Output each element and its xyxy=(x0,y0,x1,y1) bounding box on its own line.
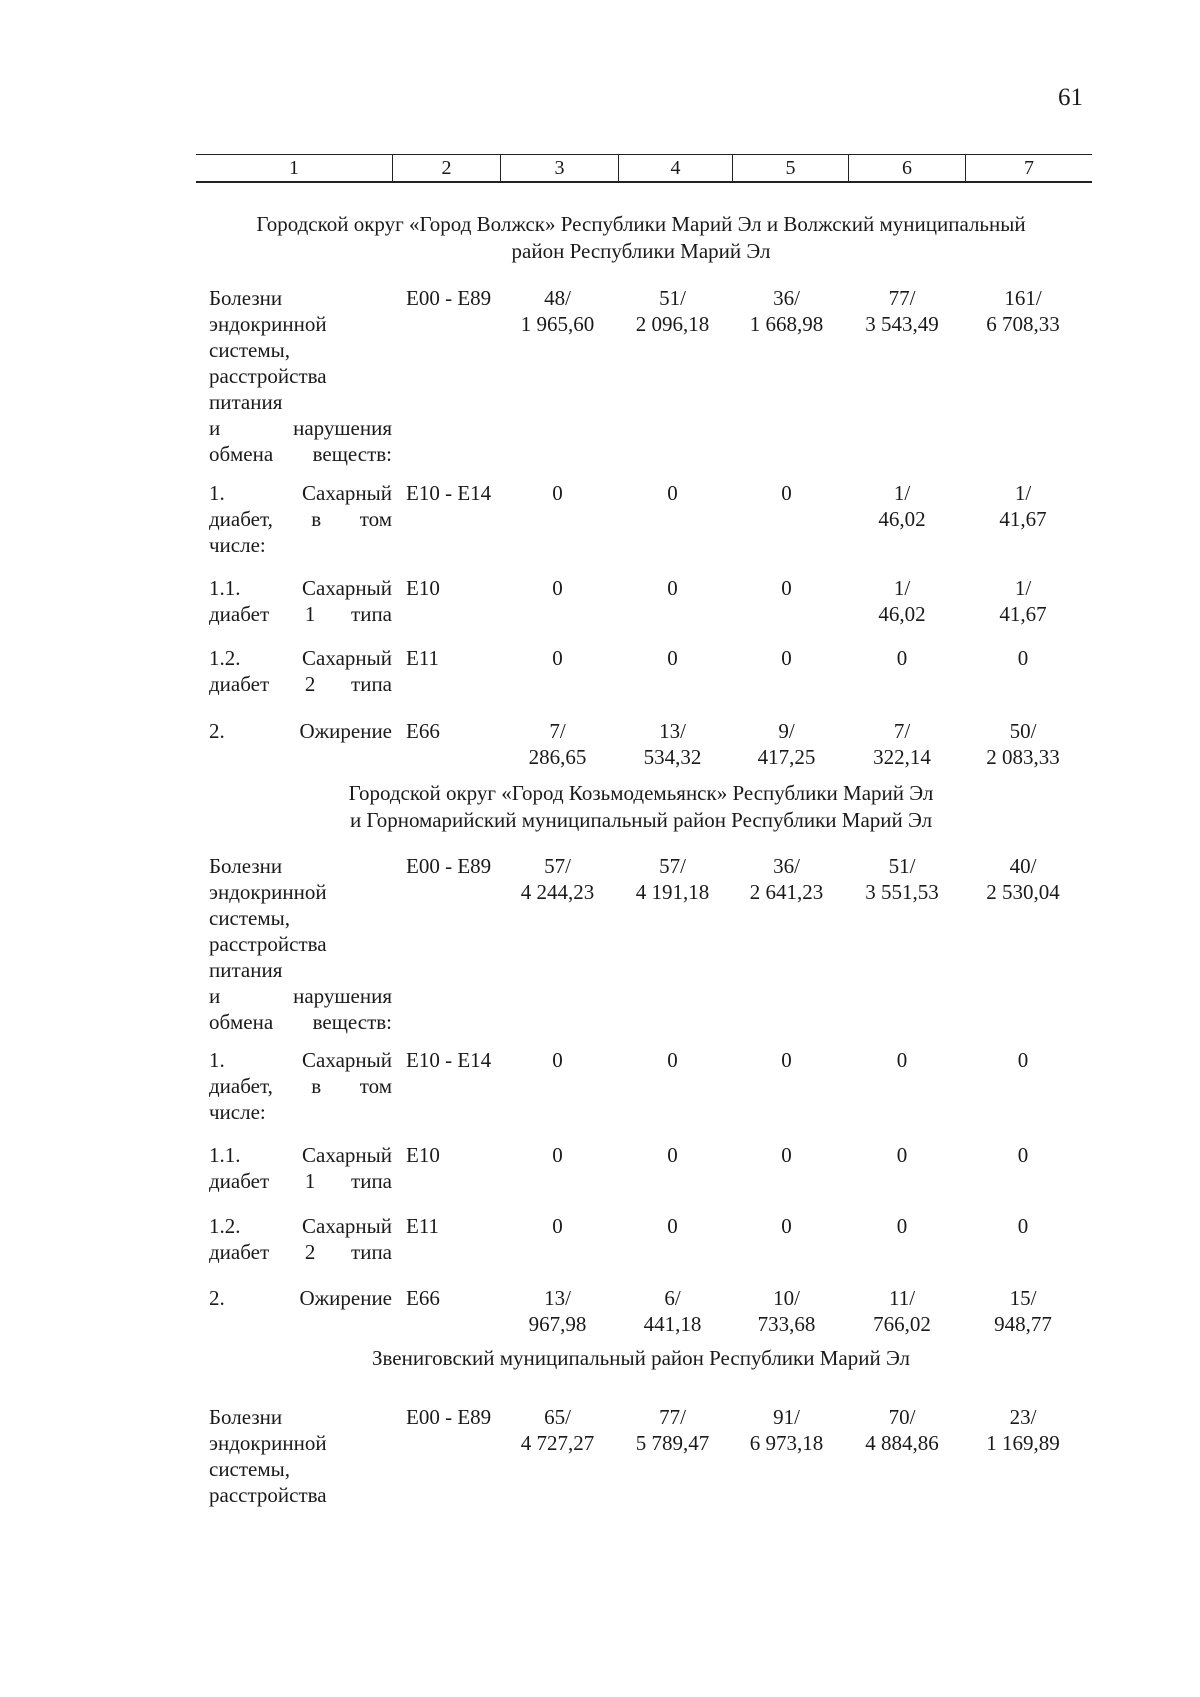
value-cell xyxy=(616,575,729,601)
table-row xyxy=(196,1142,1086,1194)
value-count: 0 xyxy=(552,1214,563,1238)
indicator-name xyxy=(196,718,392,744)
section-title-line: Городской округ «Город Волжск» Республики Марий Эл и Волжский муниципальный xyxy=(256,212,1026,236)
value-count: 0 xyxy=(781,1143,792,1167)
indicator-name xyxy=(196,1285,392,1311)
value-count: 0 xyxy=(781,1214,792,1238)
indicator-name-line: расстройства xyxy=(209,364,327,388)
table-row xyxy=(196,575,1086,627)
table-row xyxy=(196,645,1086,697)
indicator-name xyxy=(196,1213,392,1265)
value-rate: 1 965,60 xyxy=(520,312,595,336)
value-count: 57/ xyxy=(544,854,571,878)
value-count: 15/ xyxy=(1009,1286,1037,1310)
table-row-cells xyxy=(196,1213,1086,1265)
value-cell xyxy=(960,480,1086,532)
value-cell xyxy=(729,285,844,337)
value-cell xyxy=(844,575,960,627)
value-cell xyxy=(729,853,844,905)
value-cell xyxy=(844,1213,960,1239)
value-rate: 286,65 xyxy=(528,745,587,769)
icd-code: E00 - E89 xyxy=(406,1405,492,1429)
table-row xyxy=(196,718,1086,770)
indicator-name-line: системы, xyxy=(209,1457,291,1481)
value-rate: 1 169,89 xyxy=(986,1431,1060,1455)
indicator-name-line: Болезни xyxy=(209,286,283,310)
value-cell xyxy=(729,718,844,770)
icd-code: E10 - E14 xyxy=(406,1048,492,1072)
value-cell xyxy=(499,645,616,671)
table-row-cells xyxy=(196,480,1086,558)
section-title xyxy=(196,780,1086,834)
value-rate: 2 530,04 xyxy=(986,880,1060,904)
indicator-name-line: расстройства xyxy=(209,932,327,956)
value-cell xyxy=(499,285,616,337)
value-rate: 4 191,18 xyxy=(635,880,710,904)
value-cell xyxy=(729,1047,844,1073)
value-count: 36/ xyxy=(773,286,800,310)
section-title-line: Городской округ «Город Козьмодемьянск» Республики Марий Эл xyxy=(348,781,934,805)
value-rate: 4 727,27 xyxy=(520,1431,595,1455)
table-row xyxy=(196,1047,1086,1125)
table-row xyxy=(196,1285,1086,1337)
value-rate: 417,25 xyxy=(757,745,816,769)
value-cell xyxy=(616,718,729,770)
value-count: 0 xyxy=(1017,1214,1029,1238)
indicator-name-line: диабет 1 типа xyxy=(209,1169,392,1193)
value-cell xyxy=(499,1213,616,1239)
value-cell xyxy=(499,1285,616,1337)
value-count: 36/ xyxy=(773,854,800,878)
value-cell xyxy=(616,1047,729,1073)
indicator-name xyxy=(196,480,392,558)
value-rate: 2 083,33 xyxy=(986,745,1060,769)
table-row xyxy=(196,285,1086,467)
value-count: 0 xyxy=(552,1143,563,1167)
value-count: 23/ xyxy=(1009,1405,1037,1429)
value-count: 0 xyxy=(667,1214,678,1238)
value-rate: 534,32 xyxy=(643,745,702,769)
value-cell xyxy=(616,645,729,671)
indicator-name-line: 1. Сахарный xyxy=(209,481,392,505)
value-count: 0 xyxy=(1017,1143,1029,1167)
table-row-cells xyxy=(196,853,1086,1035)
value-count: 77/ xyxy=(888,286,916,310)
value-count: 0 xyxy=(781,646,792,670)
value-count: 0 xyxy=(1017,1048,1029,1072)
value-cell xyxy=(844,1404,960,1456)
table-row-cells xyxy=(196,645,1086,697)
table-row xyxy=(196,853,1086,1035)
column-header-table xyxy=(196,154,1092,183)
value-count: 1/ xyxy=(893,481,911,505)
value-rate: 46,02 xyxy=(878,602,926,626)
value-cell xyxy=(960,645,1086,671)
value-count: 0 xyxy=(667,576,678,600)
value-rate: 948,77 xyxy=(994,1312,1052,1336)
value-cell xyxy=(844,1142,960,1168)
value-rate: 967,98 xyxy=(528,1312,587,1336)
indicator-name xyxy=(196,1142,392,1194)
indicator-name-line: системы, xyxy=(209,906,291,930)
icd-code: E11 xyxy=(406,1214,440,1238)
value-count: 0 xyxy=(552,576,563,600)
table-row-cells xyxy=(196,1142,1086,1194)
column-header: 1 xyxy=(196,155,393,183)
indicator-name-line: эндокринной xyxy=(209,1431,327,1455)
value-count: 0 xyxy=(896,1143,908,1167)
icd-code: E11 xyxy=(406,646,440,670)
value-rate: 1 668,98 xyxy=(749,312,824,336)
value-cell xyxy=(960,1285,1086,1337)
indicator-name xyxy=(196,1047,392,1125)
value-cell xyxy=(499,1404,616,1456)
value-rate: 733,68 xyxy=(757,1312,816,1336)
value-count: 91/ xyxy=(773,1405,800,1429)
value-rate: 322,14 xyxy=(873,745,931,769)
value-rate: 4 244,23 xyxy=(520,880,595,904)
value-cell xyxy=(616,1404,729,1456)
value-cell xyxy=(616,285,729,337)
value-rate: 41,67 xyxy=(999,602,1047,626)
value-rate: 766,02 xyxy=(873,1312,931,1336)
value-cell xyxy=(729,1404,844,1456)
indicator-name-line: системы, xyxy=(209,338,291,362)
value-cell xyxy=(616,1285,729,1337)
value-cell xyxy=(844,853,960,905)
indicator-name-line: диабет, в том xyxy=(209,1074,392,1098)
value-cell xyxy=(729,575,844,601)
value-count: 0 xyxy=(552,1048,563,1072)
icd-code: E10 xyxy=(406,576,440,600)
value-count: 1/ xyxy=(893,576,911,600)
value-rate: 5 789,47 xyxy=(635,1431,710,1455)
value-cell xyxy=(499,575,616,601)
indicator-name-line: эндокринной xyxy=(209,880,327,904)
icd-code: E10 xyxy=(406,1143,440,1167)
value-count: 0 xyxy=(552,481,563,505)
indicator-name-line: 1.1. Сахарный xyxy=(209,1143,392,1167)
indicator-name-line: обмена веществ: xyxy=(209,442,392,466)
value-cell xyxy=(960,1213,1086,1239)
value-cell xyxy=(499,718,616,770)
value-count: 6/ xyxy=(664,1286,681,1310)
value-count: 1/ xyxy=(1014,481,1032,505)
table-row-cells xyxy=(196,1285,1086,1337)
value-cell xyxy=(616,480,729,506)
value-count: 13/ xyxy=(659,719,686,743)
indicator-name-line: числе: xyxy=(209,1100,266,1124)
value-cell xyxy=(844,1047,960,1073)
value-count: 51/ xyxy=(888,854,916,878)
icd-code: E10 - E14 xyxy=(406,481,492,505)
icd-code: E00 - E89 xyxy=(406,286,492,310)
value-rate: 441,18 xyxy=(643,1312,702,1336)
value-count: 0 xyxy=(781,1048,792,1072)
table-row-cells xyxy=(196,718,1086,770)
value-cell xyxy=(844,285,960,337)
value-rate: 41,67 xyxy=(999,507,1047,531)
value-cell xyxy=(616,1213,729,1239)
value-cell xyxy=(616,853,729,905)
column-header: 4 xyxy=(619,155,733,183)
page-number: 61 xyxy=(1058,84,1083,111)
value-cell xyxy=(499,1142,616,1168)
value-count: 9/ xyxy=(778,719,795,743)
indicator-name-line: Болезни xyxy=(209,1405,283,1429)
value-count: 57/ xyxy=(659,854,686,878)
indicator-name-line: диабет 1 типа xyxy=(209,602,392,626)
table-row-cells xyxy=(196,285,1086,467)
value-cell xyxy=(844,1285,960,1337)
value-cell xyxy=(960,575,1086,627)
indicator-name xyxy=(196,645,392,697)
indicator-name-line: 2. Ожирение xyxy=(209,1286,392,1310)
table-row-cells xyxy=(196,1404,1086,1508)
value-count: 161/ xyxy=(1004,286,1042,310)
indicator-name xyxy=(196,853,392,1035)
value-count: 13/ xyxy=(544,1286,571,1310)
value-count: 70/ xyxy=(888,1405,916,1429)
value-cell xyxy=(729,1142,844,1168)
value-cell xyxy=(844,480,960,532)
indicator-name-line: Болезни xyxy=(209,854,283,878)
indicator-name-line: 1.2. Сахарный xyxy=(209,646,392,670)
value-cell xyxy=(729,645,844,671)
table-row-cells xyxy=(196,575,1086,627)
icd-code: E66 xyxy=(406,719,440,743)
indicator-name xyxy=(196,1404,392,1508)
value-cell xyxy=(844,645,960,671)
indicator-name xyxy=(196,285,392,467)
value-rate: 2 096,18 xyxy=(635,312,710,336)
value-cell xyxy=(960,1142,1086,1168)
value-count: 0 xyxy=(1017,646,1029,670)
value-count: 51/ xyxy=(659,286,686,310)
value-rate: 2 641,23 xyxy=(749,880,824,904)
value-count: 7/ xyxy=(549,719,566,743)
value-cell xyxy=(499,1047,616,1073)
table-row xyxy=(196,480,1086,558)
value-cell xyxy=(729,1285,844,1337)
indicator-name-line: числе: xyxy=(209,533,266,557)
value-cell xyxy=(729,1213,844,1239)
value-rate: 4 884,86 xyxy=(865,1431,939,1455)
value-count: 40/ xyxy=(1009,854,1037,878)
column-header: 7 xyxy=(966,155,1093,183)
column-header: 2 xyxy=(393,155,501,183)
table-row-cells xyxy=(196,1047,1086,1125)
indicator-name-line: обмена веществ: xyxy=(209,1010,392,1034)
value-cell xyxy=(960,853,1086,905)
indicator-name-line: 1.2. Сахарный xyxy=(209,1214,392,1238)
indicator-name-line: 1.1. Сахарный xyxy=(209,576,392,600)
section-title-line: район Республики Марий Эл xyxy=(511,239,771,263)
indicator-name-line: питания xyxy=(209,390,283,414)
indicator-name-line: 1. Сахарный xyxy=(209,1048,392,1072)
value-count: 48/ xyxy=(544,286,571,310)
value-cell xyxy=(616,1142,729,1168)
value-count: 7/ xyxy=(893,719,911,743)
column-header: 6 xyxy=(849,155,966,183)
value-count: 0 xyxy=(552,646,563,670)
value-rate: 6 708,33 xyxy=(986,312,1060,336)
value-cell xyxy=(729,480,844,506)
indicator-name-line: диабет, в том xyxy=(209,507,392,531)
value-count: 0 xyxy=(896,1214,908,1238)
table-row xyxy=(196,1404,1086,1508)
section-title xyxy=(196,211,1086,265)
value-cell xyxy=(960,1047,1086,1073)
column-header: 3 xyxy=(501,155,619,183)
section-title-line: Звениговский муниципальный район Республики Марий Эл xyxy=(371,1346,911,1370)
indicator-name-line: диабет 2 типа xyxy=(209,1240,392,1264)
value-count: 65/ xyxy=(544,1405,571,1429)
table-row xyxy=(196,1213,1086,1265)
value-count: 1/ xyxy=(1014,576,1032,600)
section-title xyxy=(196,1345,1086,1372)
indicator-name-line: расстройства xyxy=(209,1483,327,1507)
icd-code: E66 xyxy=(406,1286,440,1310)
value-cell xyxy=(960,718,1086,770)
value-cell xyxy=(499,853,616,905)
value-count: 77/ xyxy=(659,1405,686,1429)
value-count: 11/ xyxy=(888,1286,916,1310)
value-rate: 6 973,18 xyxy=(749,1431,824,1455)
indicator-name-line: 2. Ожирение xyxy=(209,719,392,743)
value-cell xyxy=(960,285,1086,337)
value-rate: 3 551,53 xyxy=(865,880,939,904)
indicator-name-line: и нарушения xyxy=(209,984,392,1008)
icd-code: E00 - E89 xyxy=(406,854,492,878)
indicator-name-line: и нарушения xyxy=(209,416,392,440)
value-rate: 46,02 xyxy=(878,507,926,531)
column-header-row xyxy=(196,155,1092,183)
value-count: 0 xyxy=(667,481,678,505)
value-cell xyxy=(960,1404,1086,1456)
value-count: 50/ xyxy=(1009,719,1037,743)
value-count: 0 xyxy=(781,481,792,505)
value-cell xyxy=(844,718,960,770)
value-rate: 3 543,49 xyxy=(865,312,939,336)
value-cell xyxy=(499,480,616,506)
value-count: 0 xyxy=(896,646,908,670)
column-header: 5 xyxy=(733,155,849,183)
value-count: 0 xyxy=(667,646,678,670)
value-count: 10/ xyxy=(773,1286,800,1310)
value-count: 0 xyxy=(896,1048,908,1072)
indicator-name xyxy=(196,575,392,627)
value-count: 0 xyxy=(781,576,792,600)
indicator-name-line: эндокринной xyxy=(209,312,327,336)
indicator-name-line: питания xyxy=(209,958,283,982)
value-count: 0 xyxy=(667,1048,678,1072)
indicator-name-line: диабет 2 типа xyxy=(209,672,392,696)
value-count: 0 xyxy=(667,1143,678,1167)
section-title-line: и Горномарийский муниципальный район Республики Марий Эл xyxy=(349,808,933,832)
